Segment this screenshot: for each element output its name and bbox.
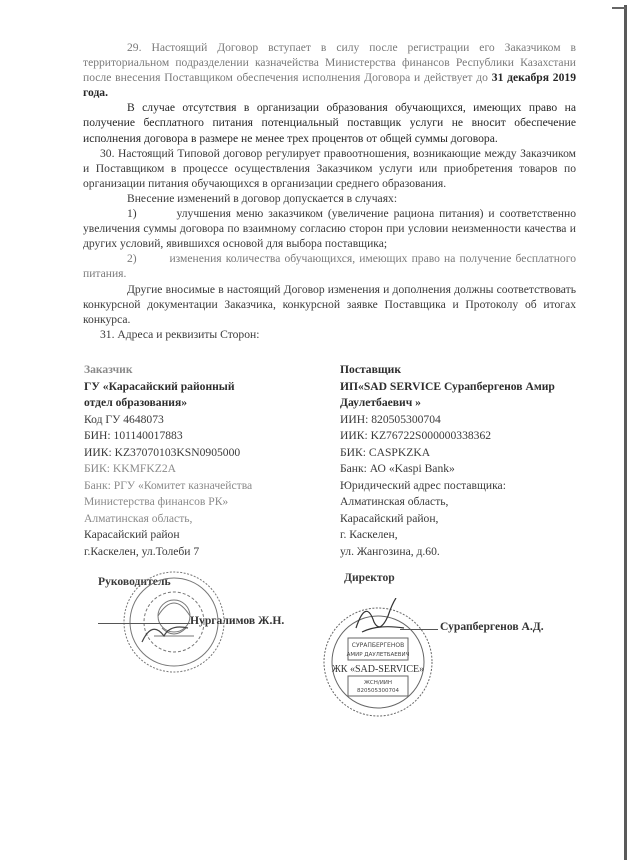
clause-29: 29. Настоящий Договор вступает в силу после регистрации его Заказчиком в территориальном подразделении казначейства Министерства финансов Республики Казахстани после внесения Поставщиком обеспечения исполнения Договора и действует до 31 декабря 2019 года. <box>83 41 576 100</box>
supplier-signer-title: Директор <box>344 571 395 584</box>
customer-address-2: Карасайский район <box>84 528 180 541</box>
supplier-iin: ИИН: 820505300704 <box>340 412 441 426</box>
customer-bank-1: Банк: РГУ «Комитет казначейства <box>84 478 253 492</box>
changes-intro: Внесение изменений в договор допускается в случаях: <box>127 191 398 205</box>
supplier-address-2: Карасайский район, <box>340 511 439 525</box>
supplier-address-4: ул. Жангозина, д.60. <box>340 544 440 558</box>
clause-31: 31. Адреса и реквизиты Сторон: <box>100 327 260 341</box>
supplier-iik: ИИК: KZ76722S000000338362 <box>340 429 492 442</box>
customer-signer-title: Руководитель <box>98 575 171 588</box>
supplier-signature-icon <box>356 598 404 632</box>
supplier-name-2: Даулетбаевич » <box>340 396 421 409</box>
customer-address-1: Алматинская область, <box>84 511 193 525</box>
supplier-signer-name: Сурапбергенов А.Д. <box>440 620 544 633</box>
supplier-details <box>340 362 580 560</box>
supplier-address-3: г. Каскелен, <box>340 528 398 541</box>
supplier-signature-line <box>400 629 438 630</box>
supplier-address-1: Алматинская область, <box>340 495 449 508</box>
customer-bin: БИН: 101140017883 <box>84 429 183 442</box>
supplier-stamp-line1: СУРАПБЕРГЕНОВ <box>351 642 405 649</box>
scan-edge-mark <box>612 7 626 9</box>
customer-code: Код ГУ 4648073 <box>84 412 164 426</box>
supplier-heading: Поставщик <box>340 363 402 376</box>
customer-signature-line <box>98 623 190 624</box>
supplier-stamp-main: ЖК «SAD-SERVICE» <box>331 664 425 675</box>
customer-iik: ИИК: KZ37070103KSN0905000 <box>84 445 241 459</box>
supplier-stamp-id: 820505300704 <box>357 688 399 694</box>
customer-heading: Заказчик <box>84 363 133 376</box>
change-item-2: 2) изменения количества обучающихся, имеющих право на получение бесплатного питания. <box>83 252 576 281</box>
customer-bank-2: Министерства финансов РК» <box>84 495 229 508</box>
customer-name-2: отдел образования» <box>84 396 188 409</box>
effective-date: 31 декабря 2019 года. <box>83 71 576 100</box>
supplier-stamp-line2: АМИР ДАУЛЕТБАЕВИЧ <box>346 652 410 658</box>
clause-absence: В случае отсутствия в организации образования обучающихся, имеющих право на получение бесплатного питания потенциальный поставщик услуги не вносит обеспечение исполнения договора в размере не менее трех процентов от общей суммы договора. <box>83 101 576 145</box>
customer-address-3: г.Каскелен, ул.Толеби 7 <box>84 544 200 558</box>
clause-30: 30. Настоящий Типовой договор регулирует правоотношения, возникающие между Заказчиком и Поставщиком в процессе осуществления Заказчиком услуги или приобретения товаров по организации питания обучающихся в организации среднего образования. <box>83 146 576 190</box>
scan-edge <box>624 5 627 860</box>
supplier-bik: БИК: CASPKZKA <box>340 445 431 459</box>
customer-signer-name: Нургалимов Ж.Н. <box>190 614 285 627</box>
supplier-stamp-id-label: ЖСН/ИИН <box>363 680 393 686</box>
customer-bik: БИК: KKMFKZ2A <box>84 462 177 475</box>
clause-other-changes: Другие вносимые в настоящий Договор изменения и дополнения должны соответствовать конкурсной документации Заказчика, конкурсной заявке Поставщика и Протоколу об итогах конкурса. <box>83 282 576 326</box>
contract-body <box>83 40 576 342</box>
change-item-1: 1) улучшения меню заказчиком (увеличение рациона питания) и соответственно увеличения суммы договора по взаимному согласию сторон при условии неизменности качества и других условий, явившихся основой для выбора поставщика; <box>83 207 576 251</box>
supplier-legal-address-label: Юридический адрес поставщика: <box>340 478 506 492</box>
customer-details <box>84 362 324 560</box>
customer-name-1: ГУ «Карасайский районный <box>84 379 235 393</box>
supplier-name-1: ИП«SAD SERVICE Сурапбергенов Амир <box>340 379 555 393</box>
supplier-seal-icon <box>318 598 438 718</box>
supplier-bank: Банк: АО «Kaspi Bank» <box>340 462 455 475</box>
